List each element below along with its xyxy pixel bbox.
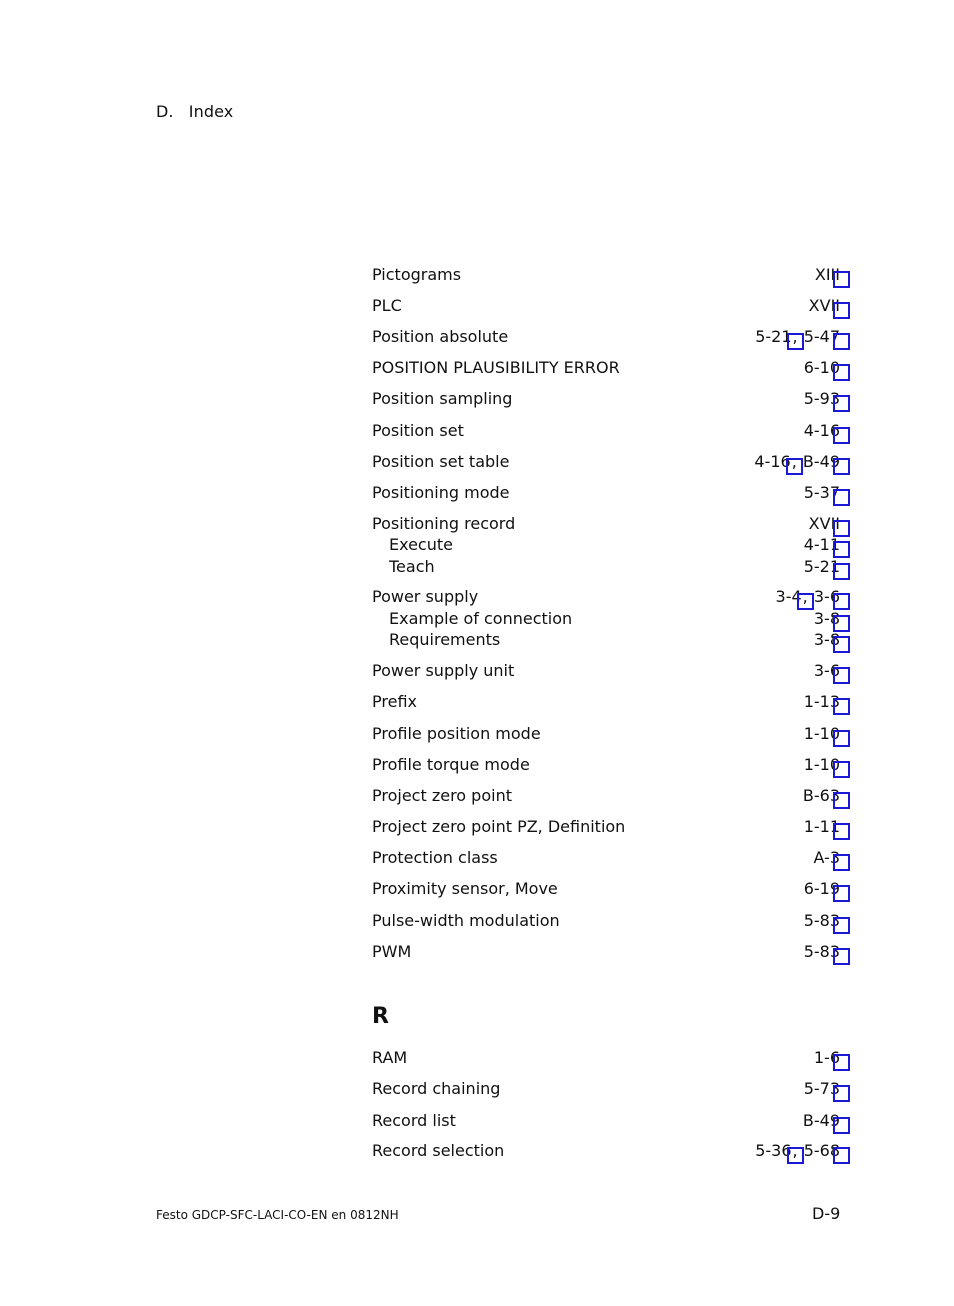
index-entry-term: Pulse-width modulation [372, 911, 560, 930]
link-marker-icon[interactable] [833, 271, 850, 288]
section-title: Index [188, 102, 234, 121]
page-ref-link[interactable]: 3-8 [813, 630, 840, 649]
index-entry-term: Protection class [372, 848, 498, 867]
page-ref-link[interactable]: 5-37 [803, 483, 840, 502]
index-entry [372, 608, 840, 630]
page-ref-link[interactable]: 6-19 [803, 879, 840, 898]
index-subentry-term: Requirements [389, 630, 501, 649]
index-entry-term: Positioning mode [372, 483, 510, 502]
page-ref-link[interactable]: 5-21 [755, 327, 792, 346]
index-entry-term: Position set table [372, 452, 510, 471]
link-marker-icon[interactable] [833, 1117, 850, 1134]
link-marker-icon[interactable] [787, 333, 804, 350]
link-marker-icon[interactable] [833, 333, 850, 350]
index-entry [372, 1140, 840, 1162]
index-entry-term: PLC [372, 296, 402, 315]
page-ref-link[interactable]: XVII [808, 296, 840, 315]
index-entry [372, 629, 840, 651]
index-entry [372, 878, 840, 900]
footer-publisher: Festo GDCP-SFC-LACI-CO-EN en 0812NH [156, 1208, 399, 1222]
index-entry-term: Record selection [372, 1141, 505, 1160]
page-ref-link[interactable]: 5-21 [803, 557, 840, 576]
page-ref-link[interactable]: 1-10 [803, 724, 840, 743]
index-entry-term: Profile position mode [372, 724, 541, 743]
link-marker-icon[interactable] [833, 302, 850, 319]
page-ref-link[interactable]: 3-6 [813, 661, 840, 680]
page-ref-link[interactable]: 5-68 [803, 1141, 840, 1160]
section-number: D. [156, 102, 174, 121]
page-ref-link[interactable]: XIII [814, 265, 840, 284]
link-marker-icon[interactable] [833, 489, 850, 506]
index-entry-term: Position sampling [372, 389, 513, 408]
index-entry-term: Power supply unit [372, 661, 515, 680]
link-marker-icon[interactable] [833, 917, 850, 934]
link-marker-icon[interactable] [833, 1085, 850, 1102]
index-subentry-term: Teach [389, 557, 435, 576]
index-subentry-term: Execute [389, 535, 453, 554]
index-entry [372, 785, 840, 807]
index-entry [372, 534, 840, 556]
index-entry-term: Project zero point [372, 786, 512, 805]
page-ref-link[interactable]: 4-16 [754, 452, 791, 471]
page-ref-link[interactable]: 3-6 [813, 587, 840, 606]
index-entry [372, 847, 840, 869]
page-ref-link[interactable]: 1-6 [813, 1048, 840, 1067]
index-entry-term: Project zero point PZ, Definition [372, 817, 626, 836]
index-entry [372, 326, 840, 348]
index-entry [372, 556, 840, 578]
link-marker-icon[interactable] [833, 823, 850, 840]
link-marker-icon[interactable] [833, 427, 850, 444]
index-entry-term: Record chaining [372, 1079, 501, 1098]
index-entry-term: Proximity sensor, Move [372, 879, 558, 898]
index-entry-term: RAM [372, 1048, 408, 1067]
index-entry-term: Position set [372, 421, 464, 440]
index-entry-term: Pictograms [372, 265, 462, 284]
index-entry-term: Record list [372, 1111, 456, 1130]
page-ref-link[interactable]: 1-13 [803, 692, 840, 711]
page-ref-link[interactable]: 5-83 [803, 911, 840, 930]
index-entry-term: Position absolute [372, 327, 509, 346]
index-entry-term: Prefix [372, 692, 417, 711]
page-ref-link[interactable]: 3-8 [813, 609, 840, 628]
page-ref-link[interactable]: 6-10 [803, 358, 840, 377]
link-marker-icon[interactable] [787, 1147, 804, 1164]
index-entry [372, 1047, 840, 1069]
index-letter-heading: R [372, 1004, 389, 1029]
page-ref-link[interactable]: 3-4 [775, 587, 802, 606]
page-ref-link[interactable]: 5-73 [803, 1079, 840, 1098]
index-entry [372, 723, 840, 745]
page-ref-link[interactable]: B-49 [802, 452, 840, 471]
index-entry [372, 816, 840, 838]
link-marker-icon[interactable] [833, 698, 850, 715]
link-marker-icon[interactable] [833, 761, 850, 778]
index-entry [372, 295, 840, 317]
link-marker-icon[interactable] [833, 1054, 850, 1071]
page-ref-link[interactable]: 1-10 [803, 755, 840, 774]
index-entry [372, 754, 840, 776]
link-marker-icon[interactable] [833, 792, 850, 809]
link-marker-icon[interactable] [833, 885, 850, 902]
link-marker-icon[interactable] [833, 636, 850, 653]
running-header [156, 102, 233, 121]
page-ref-link[interactable]: 5-83 [803, 942, 840, 961]
page-ref-separator: , [792, 327, 798, 346]
link-marker-icon[interactable] [833, 730, 850, 747]
page-ref-separator: , [792, 1141, 798, 1160]
link-marker-icon[interactable] [833, 563, 850, 580]
index-entry [372, 941, 840, 963]
index-entry-term: Power supply [372, 587, 479, 606]
link-marker-icon[interactable] [833, 458, 850, 475]
page-ref-link[interactable]: B-63 [802, 786, 840, 805]
page-ref-link[interactable]: 5-36 [755, 1141, 792, 1160]
footer-page-number: D-9 [812, 1204, 841, 1223]
index-entry [372, 660, 840, 682]
link-marker-icon[interactable] [833, 364, 850, 381]
page-ref-link[interactable]: 5-47 [803, 327, 840, 346]
index-entry [372, 1078, 840, 1100]
index-entry [372, 420, 840, 442]
index-entry [372, 691, 840, 713]
index-entry [372, 513, 840, 535]
page-ref-link[interactable]: A-3 [813, 848, 840, 867]
page-ref-link[interactable]: 4-11 [803, 535, 840, 554]
index-entry [372, 482, 840, 504]
link-marker-icon[interactable] [833, 854, 850, 871]
page-ref-link[interactable]: XVII [808, 514, 840, 533]
index-entry [372, 357, 840, 379]
index-entry [372, 1110, 840, 1132]
index-subentry-term: Example of connection [389, 609, 573, 628]
index-entry-term: POSITION PLAUSIBILITY ERROR [372, 358, 620, 377]
page-ref-link[interactable]: 5-93 [803, 389, 840, 408]
index-entry-term: PWM [372, 942, 412, 961]
page-ref-separator: , [791, 452, 797, 471]
index-entry-term: Profile torque mode [372, 755, 530, 774]
index-entry [372, 910, 840, 932]
index-entry [372, 586, 840, 608]
page-ref-link[interactable]: 4-16 [803, 421, 840, 440]
link-marker-icon[interactable] [833, 395, 850, 412]
index-entry [372, 264, 840, 286]
link-marker-icon[interactable] [833, 667, 850, 684]
index-entry [372, 388, 840, 410]
page-ref-link[interactable]: B-49 [802, 1111, 840, 1130]
index-entry [372, 451, 840, 473]
link-marker-icon[interactable] [833, 1147, 850, 1164]
link-marker-icon[interactable] [833, 948, 850, 965]
page-ref-link[interactable]: 1-11 [803, 817, 840, 836]
link-marker-icon[interactable] [786, 458, 803, 475]
index-entry-term: Positioning record [372, 514, 516, 533]
page-ref-separator: , [802, 587, 808, 606]
